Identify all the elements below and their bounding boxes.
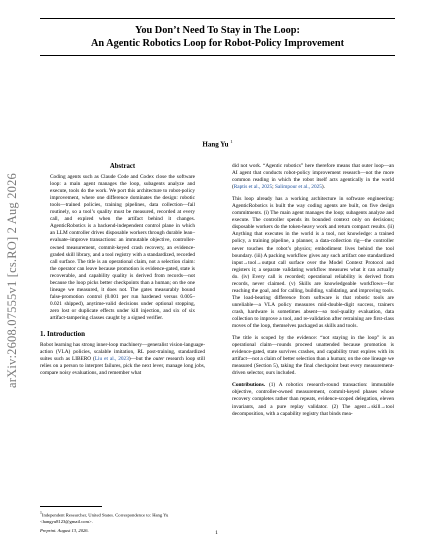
left-column — [40, 163, 205, 377]
arxiv-stamp-text[interactable]: arXiv:2608.07555v1 [cs.RO] 2 Aug 2026 — [5, 172, 20, 388]
intro-text-start: Robot learning has strong inner-loop machinery—generalist vision-language-action (VLA) policies, scalable imitation, RL post-training, standardized suites such as LIBERO ( — [40, 342, 205, 363]
citation-separator: ; — [272, 184, 275, 191]
title-line-2: An Agentic Robotics Loop for Robot-Policy Improvement — [90, 38, 345, 49]
author-affiliation-mark: 1 — [230, 139, 233, 144]
para1-text: did not work. “Agentic robotics” here therefore means that outer loop—an AI agent that conducts robot-policy improvement research—not the more common reading in which the robot itself acts agentically in the world ( — [232, 163, 394, 191]
title-line-1: You Don’t Need To Stay in The Loop: — [135, 25, 300, 36]
preprint-date: Preprint. August 13, 2026. — [40, 527, 89, 533]
abstract-heading: Abstract — [109, 163, 136, 170]
abstract-text: Coding agents such as Claude Code and Codex close the software loop: a main agent manages the loop, subagents analyze and execute, tools do the work. We port this architecture to robot-policy improvement, where one difference dominates the design: robotic tools—trained policies, training pipelines, data collection—fail routinely, so a tool’s quality must be measured, recorded at every call, and expired when the artifact behind it changes. AgenticRobotics is a backend-independent control plane in which an LLM controller drives disposable workers through durable lean–evaluate–improve transactions: an immutable objective, controller-owned measurement, commit-keyed crash recovery, an evidence-graded skill library, and a tool registry with a standardized, recorded call surface. The title is an operational claim, not a selection claim: the operator can leave because promotion is evidence-gated, state is recoverable, and capability quality is derived from records—not because the loop picks better checkpoints than a human; on the one lineage we measured, it does not. The gates measurably bound false-promotion control (0.001 per run hardened versus 0.005–0.021 shipped), anytime-valid decisions under optional stopping, zero lost or duplicate effects under kill injection, and six of six artifact-tampering classes caught by a signed verifier. — [50, 174, 195, 321]
paper-title — [40, 24, 395, 50]
footnote-text: Independent Researcher, United States. Correspondence to: Hang Yu <hangyu8123@gmail.com>. — [40, 512, 169, 524]
footnote-mark: 1 — [40, 511, 42, 515]
title-scope-paragraph: The title is scoped by the evidence: “not staying in the loop” is an operational claim—rounds proceed unattended because promotion is evidence-gated, state survives crashes, and capability trust expires with its artifact—not a claim of better selection than a human; on the one lineage we measured (Section 5), taking the final checkpoint beat every measurement-driven selector, ours included. — [232, 335, 394, 377]
contributions-text: (1) A robotics research-round transaction: immutable objective, controller-owned measurement, commit-keyed phases whose recovery completes rather than repeats, evidence-scoped delegation, eleven invariants, and a pure replay validator. (2) The agent→skill→tool decomposition, with a capability registry that binds mea- — [232, 382, 394, 417]
citation-link-liu-2023[interactable]: Liu et al., 2023 — [94, 356, 129, 363]
citation-link-salimpour-2025[interactable]: Salimpour et al., 2025 — [274, 184, 322, 191]
page-number: 1 — [215, 530, 218, 536]
para1-text-end: ). — [321, 184, 325, 191]
footnote-rule — [40, 506, 102, 507]
author-name: Hang Yu — [202, 140, 229, 149]
arxiv-identifier-stamp — [4, 130, 22, 430]
contributions-paragraph — [232, 382, 394, 417]
intro-outer-emphasis: outer — [153, 356, 165, 363]
title-top-rule — [40, 18, 395, 19]
title-bottom-rule — [40, 55, 395, 56]
footnote-affiliation — [40, 510, 205, 525]
abstract-section — [40, 163, 205, 322]
agentic-robotics-paragraph — [232, 163, 394, 191]
right-column — [232, 163, 394, 418]
intro-paragraph — [40, 342, 205, 377]
design-commitments-paragraph: This loop already has a working architecture in software engineering: AgenticRobotics is built the way coding agents are built, on five design commitments. (i) The main agent manages the loop; subagents analyze and execute. The controller spends its bounded context only on decisions; disposable workers do the token-heavy work and return compact results. (ii) Anything that executes in the world is a tool, not knowledge: a trained policy, a training pipeline, a planner, a data-collection rig—the controller never touches the robot’s physics; embodiment lives behind the tool boundary. (iii) A packing workflow gives any such artifact one standardized input→tool→output call surface over the Model Context Protocol and registers it; a separate validating workflow measures what it can actually do. (iv) Every call is recorded; operational reliability is derived from records, never claimed. (v) Skills are knowledgeable workflows—for reaching the goal, and for calling, building, validating, and improving tools. The load-bearing difference from software is that robotic tools are unreliable—a VLA policy measures mid-double-digit success, trainers crash, hardware is sometimes absent—so tool-quality evaluation, data collection to improve a tool, and re-validation after retraining are first-class moves of the loop, themselves packaged as skills and tools. — [232, 196, 394, 330]
contributions-label: Contributions. — [232, 382, 266, 389]
section-heading-introduction: 1. Introduction — [40, 330, 85, 339]
citation-link-raptis-2025[interactable]: Raptis et al., 2025 — [233, 184, 273, 191]
author-line — [40, 139, 395, 148]
intro-text-mid: )—but the — [128, 356, 154, 363]
intro-text-end: research loop still relies on a person to interpret failures, pick the next lever, manage long jobs, compare noisy evaluations, and remember what — [40, 356, 206, 377]
